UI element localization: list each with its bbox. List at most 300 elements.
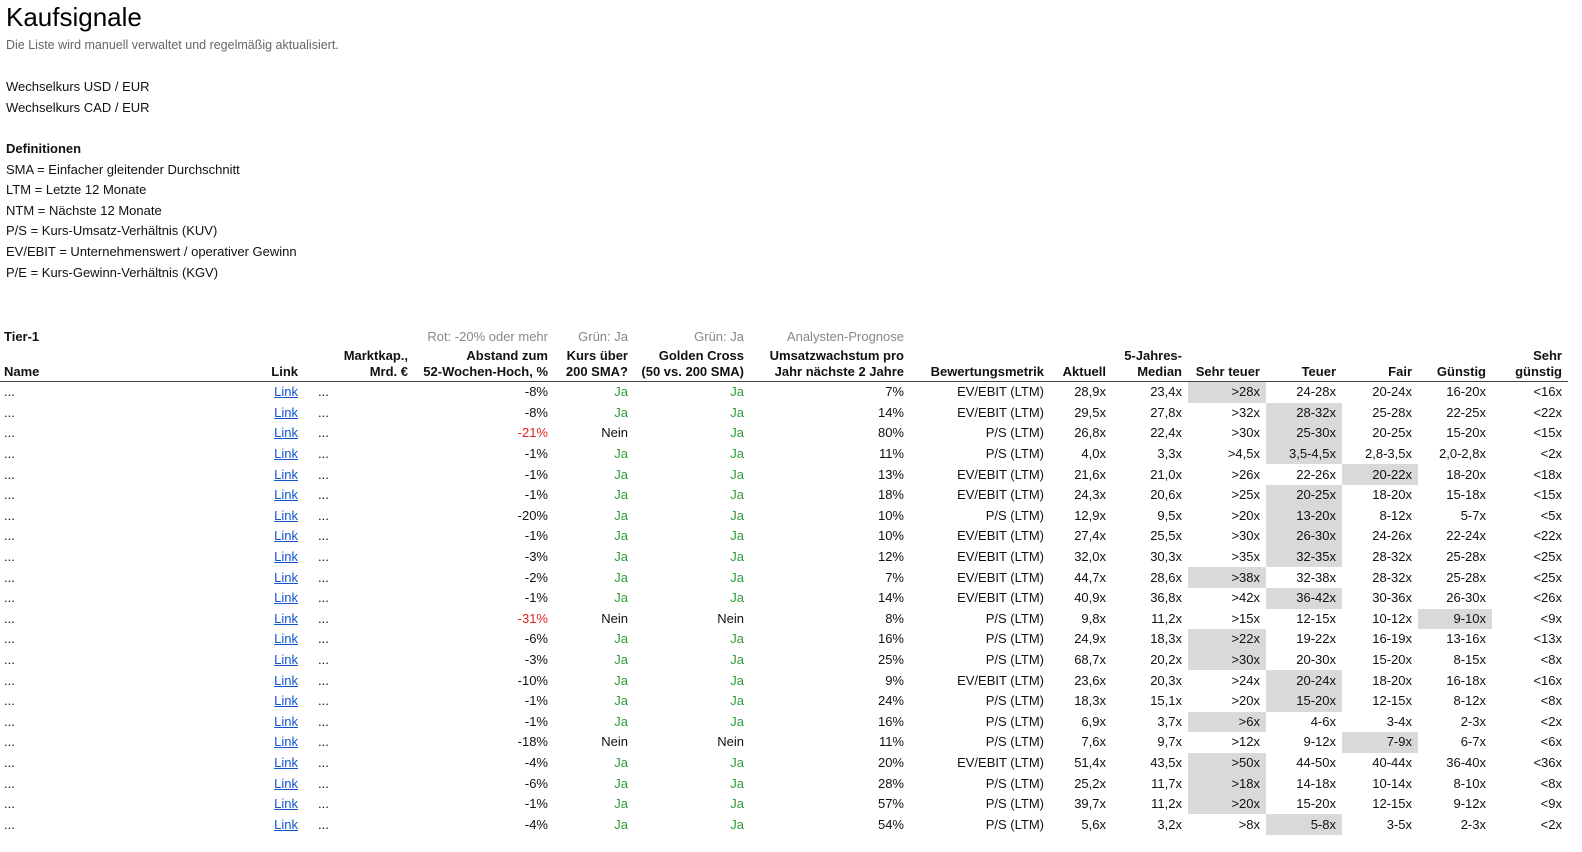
cell-guenstig: 13-16x — [1446, 631, 1486, 647]
cell-bewertungsmetrik: P/S (LTM) — [985, 631, 1044, 647]
cell-guenstig: 18-20x — [1446, 466, 1486, 482]
cell-fair: 12-15x — [1372, 693, 1412, 709]
cell-sehr-teuer: >30x — [1231, 425, 1260, 441]
row-link[interactable]: Link — [274, 446, 298, 462]
row-link[interactable]: Link — [274, 549, 298, 565]
cell-aktuell: 4,0x — [1081, 446, 1106, 462]
cell-umsatzwachstum: 7% — [885, 569, 904, 585]
cell-abstand: -10% — [517, 672, 548, 688]
column-header-guenstig: Günstig — [1418, 344, 1492, 382]
cell-umsatzwachstum: 16% — [877, 713, 904, 729]
cell-bewertungsmetrik: EV/EBIT (LTM) — [957, 384, 1044, 400]
cell-marktkap: ... — [318, 713, 329, 729]
cell-kurs-sma: Ja — [614, 446, 628, 462]
cell-fair: 25-28x — [1372, 404, 1412, 420]
cell-sehr-guenstig: <8x — [1540, 652, 1562, 668]
cell-sehr-guenstig: <22x — [1533, 404, 1562, 420]
cell-kurs-sma: Ja — [614, 528, 628, 544]
page-title: Kaufsignale — [6, 2, 142, 32]
cell-fair: 8-12x — [1379, 507, 1412, 523]
cell-sehr-teuer: >15x — [1231, 610, 1260, 626]
row-link[interactable]: Link — [274, 569, 298, 585]
table-row — [0, 382, 1568, 403]
cell-sehr-guenstig: <8x — [1540, 693, 1562, 709]
cell-aktuell: 25,2x — [1074, 775, 1106, 791]
row-link[interactable]: Link — [274, 816, 298, 832]
cell-kurs-sma: Nein — [601, 425, 628, 441]
row-link[interactable]: Link — [274, 466, 298, 482]
cell-abstand: -6% — [524, 775, 548, 791]
cell-golden-cross: Ja — [730, 528, 744, 544]
table-header-row — [0, 344, 1568, 382]
cell-name: ... — [4, 754, 15, 770]
cell-aktuell: 27,4x — [1074, 528, 1106, 544]
cell-aktuell: 24,9x — [1074, 631, 1106, 647]
cell-kurs-sma: Ja — [614, 713, 628, 729]
cell-bewertungsmetrik: EV/EBIT (LTM) — [957, 466, 1044, 482]
cell-bewertungsmetrik: EV/EBIT (LTM) — [957, 404, 1044, 420]
table-notes-row — [0, 322, 1568, 344]
cell-bewertungsmetrik: EV/EBIT (LTM) — [957, 487, 1044, 503]
table-row — [0, 670, 1568, 691]
column-header-teuer: Teuer — [1266, 344, 1342, 382]
cell-kurs-sma: Ja — [614, 754, 628, 770]
cell-name: ... — [4, 713, 15, 729]
cell-abstand: -1% — [524, 796, 548, 812]
cell-bewertungsmetrik: P/S (LTM) — [985, 446, 1044, 462]
cell-teuer: 36-42x — [1266, 588, 1342, 609]
table-row — [0, 588, 1568, 609]
cell-fair: 12-15x — [1372, 796, 1412, 812]
tier-label: Tier-1 — [4, 329, 40, 344]
cell-median: 22,4x — [1150, 425, 1182, 441]
row-link[interactable]: Link — [274, 796, 298, 812]
cell-aktuell: 40,9x — [1074, 590, 1106, 606]
cell-fair: 30-36x — [1372, 590, 1412, 606]
cell-teuer: 24-28x — [1296, 384, 1336, 400]
cell-marktkap: ... — [318, 384, 329, 400]
cell-golden-cross: Ja — [730, 796, 744, 812]
cell-kurs-sma: Nein — [601, 610, 628, 626]
cell-kurs-sma: Ja — [614, 796, 628, 812]
cell-name: ... — [4, 384, 15, 400]
table-row — [0, 609, 1568, 630]
cell-guenstig: 16-18x — [1446, 672, 1486, 688]
page-subtitle: Die Liste wird manuell verwaltet und regelmäßig aktualisiert. — [6, 38, 339, 52]
cell-link — [230, 794, 304, 815]
definition-item: SMA = Einfacher gleitender Durchschnitt — [6, 162, 240, 177]
cell-abstand: -20% — [517, 507, 548, 523]
table-row — [0, 712, 1568, 733]
cell-sehr-guenstig: <18x — [1533, 466, 1562, 482]
cell-aktuell: 12,9x — [1074, 507, 1106, 523]
cell-golden-cross: Ja — [730, 487, 744, 503]
cell-guenstig: 2,0-2,8x — [1439, 446, 1486, 462]
cell-abstand: -1% — [524, 713, 548, 729]
row-link[interactable]: Link — [274, 693, 298, 709]
cell-median: 9,7x — [1157, 734, 1182, 750]
fx-cad-eur-label: Wechselkurs CAD / EUR — [6, 100, 150, 115]
cell-golden-cross: Ja — [730, 590, 744, 606]
cell-guenstig: 16-20x — [1446, 384, 1486, 400]
cell-marktkap: ... — [318, 569, 329, 585]
cell-golden-cross: Ja — [730, 672, 744, 688]
cell-teuer: 25-30x — [1266, 423, 1342, 444]
cell-bewertungsmetrik: P/S (LTM) — [985, 816, 1044, 832]
cell-median: 21,0x — [1150, 466, 1182, 482]
row-link[interactable]: Link — [274, 384, 298, 400]
cell-fair: 10-14x — [1372, 775, 1412, 791]
cell-fair: 16-19x — [1372, 631, 1412, 647]
cell-fair: 20-22x — [1342, 464, 1418, 485]
cell-guenstig: 8-10x — [1453, 775, 1486, 791]
cell-kurs-sma: Nein — [601, 734, 628, 750]
cell-abstand: -1% — [524, 693, 548, 709]
row-link[interactable]: Link — [274, 652, 298, 668]
cell-teuer: 32-38x — [1296, 569, 1336, 585]
cell-median: 20,2x — [1150, 652, 1182, 668]
cell-link — [230, 464, 304, 485]
cell-sehr-guenstig: <15x — [1533, 487, 1562, 503]
cell-golden-cross: Ja — [730, 446, 744, 462]
note-abstand: Rot: -20% oder mehr — [427, 329, 548, 344]
column-header-fair: Fair — [1342, 344, 1418, 382]
table-row — [0, 650, 1568, 671]
column-header-link: Link — [230, 344, 304, 382]
cell-sehr-guenstig: <6x — [1540, 734, 1562, 750]
note-golden: Grün: Ja — [694, 329, 744, 344]
cell-link — [230, 526, 304, 547]
cell-abstand: -2% — [524, 569, 548, 585]
row-link[interactable]: Link — [274, 528, 298, 544]
column-header-bewertungsmetrik: Bewertungsmetrik — [910, 344, 1050, 382]
cell-bewertungsmetrik: EV/EBIT (LTM) — [957, 549, 1044, 565]
cell-abstand: -6% — [524, 631, 548, 647]
cell-median: 11,7x — [1151, 775, 1182, 791]
cell-aktuell: 51,4x — [1074, 754, 1106, 770]
cell-fair: 28-32x — [1372, 549, 1412, 565]
column-header-median: 5-Jahres- Median — [1112, 344, 1188, 382]
cell-fair: 10-12x — [1372, 610, 1412, 626]
cell-teuer: 32-35x — [1266, 547, 1342, 568]
table-row — [0, 444, 1568, 465]
cell-abstand: -21% — [517, 425, 548, 441]
cell-name: ... — [4, 693, 15, 709]
cell-link — [230, 650, 304, 671]
cell-bewertungsmetrik: P/S (LTM) — [985, 693, 1044, 709]
row-link[interactable]: Link — [274, 404, 298, 420]
cell-teuer: 13-20x — [1266, 506, 1342, 527]
cell-umsatzwachstum: 16% — [877, 631, 904, 647]
row-link[interactable]: Link — [274, 425, 298, 441]
cell-name: ... — [4, 507, 15, 523]
cell-teuer: 9-12x — [1303, 734, 1336, 750]
column-header-golden-cross: Golden Cross (50 vs. 200 SMA) — [634, 344, 750, 382]
cell-link — [230, 753, 304, 774]
cell-guenstig: 22-25x — [1446, 404, 1486, 420]
table-row — [0, 403, 1568, 424]
cell-teuer: 20-30x — [1296, 652, 1336, 668]
cell-marktkap: ... — [318, 610, 329, 626]
cell-kurs-sma: Ja — [614, 384, 628, 400]
cell-name: ... — [4, 404, 15, 420]
cell-marktkap: ... — [318, 816, 329, 832]
row-link[interactable]: Link — [274, 775, 298, 791]
definition-item: NTM = Nächste 12 Monate — [6, 203, 162, 218]
cell-link — [230, 547, 304, 568]
cell-fair: 28-32x — [1372, 569, 1412, 585]
cell-sehr-teuer: >26x — [1231, 466, 1260, 482]
cell-median: 11,2x — [1151, 796, 1182, 812]
cell-link — [230, 403, 304, 424]
cell-bewertungsmetrik: P/S (LTM) — [985, 796, 1044, 812]
cell-link — [230, 773, 304, 794]
cell-bewertungsmetrik: EV/EBIT (LTM) — [957, 590, 1044, 606]
cell-abstand: -1% — [524, 590, 548, 606]
cell-link — [230, 670, 304, 691]
cell-fair: 15-20x — [1372, 652, 1412, 668]
cell-kurs-sma: Ja — [614, 631, 628, 647]
cell-bewertungsmetrik: EV/EBIT (LTM) — [957, 754, 1044, 770]
cell-marktkap: ... — [318, 446, 329, 462]
cell-abstand: -18% — [517, 734, 548, 750]
cell-sehr-teuer: >28x — [1188, 382, 1266, 403]
column-header-umsatzwachstum: Umsatzwachstum pro Jahr nächste 2 Jahre — [750, 344, 910, 382]
cell-sehr-guenstig: <2x — [1540, 713, 1562, 729]
cell-marktkap: ... — [318, 796, 329, 812]
cell-umsatzwachstum: 14% — [877, 590, 904, 606]
cell-marktkap: ... — [318, 507, 329, 523]
cell-golden-cross: Ja — [730, 425, 744, 441]
column-header-aktuell: Aktuell — [1050, 344, 1112, 382]
cell-sehr-guenstig: <26x — [1533, 590, 1562, 606]
table-row — [0, 464, 1568, 485]
cell-median: 30,3x — [1150, 549, 1182, 565]
table-row — [0, 732, 1568, 753]
cell-median: 3,3x — [1157, 446, 1182, 462]
note-kurs: Grün: Ja — [578, 329, 628, 344]
cell-name: ... — [4, 631, 15, 647]
cell-sehr-guenstig: <15x — [1533, 425, 1562, 441]
cell-bewertungsmetrik: P/S (LTM) — [985, 610, 1044, 626]
cell-sehr-guenstig: <22x — [1533, 528, 1562, 544]
cell-golden-cross: Ja — [730, 816, 744, 832]
fx-usd-eur-label: Wechselkurs USD / EUR — [6, 79, 150, 94]
cell-golden-cross: Ja — [730, 549, 744, 565]
cell-umsatzwachstum: 18% — [877, 487, 904, 503]
cell-guenstig: 25-28x — [1446, 569, 1486, 585]
cell-teuer: 14-18x — [1296, 775, 1336, 791]
cell-aktuell: 26,8x — [1074, 425, 1106, 441]
buy-signals-table — [0, 322, 1568, 835]
column-header-abstand: Abstand zum 52-Wochen-Hoch, % — [414, 344, 554, 382]
cell-sehr-guenstig: <2x — [1540, 446, 1562, 462]
row-link[interactable]: Link — [274, 754, 298, 770]
cell-sehr-guenstig: <16x — [1533, 384, 1562, 400]
cell-fair: 18-20x — [1372, 487, 1412, 503]
cell-link — [230, 485, 304, 506]
cell-kurs-sma: Ja — [614, 487, 628, 503]
cell-umsatzwachstum: 54% — [877, 816, 904, 832]
cell-name: ... — [4, 487, 15, 503]
cell-sehr-teuer: >8x — [1238, 816, 1260, 832]
cell-link — [230, 609, 304, 630]
cell-abstand: -1% — [524, 446, 548, 462]
cell-teuer: 15-20x — [1296, 796, 1336, 812]
cell-guenstig: 15-20x — [1446, 425, 1486, 441]
cell-link — [230, 382, 304, 403]
cell-golden-cross: Ja — [730, 384, 744, 400]
row-link[interactable]: Link — [274, 713, 298, 729]
table-row — [0, 506, 1568, 527]
cell-aktuell: 32,0x — [1074, 549, 1106, 565]
cell-name: ... — [4, 775, 15, 791]
table-row — [0, 794, 1568, 815]
cell-aktuell: 39,7x — [1074, 796, 1106, 812]
cell-sehr-teuer: >30x — [1188, 650, 1266, 671]
cell-marktkap: ... — [318, 549, 329, 565]
cell-marktkap: ... — [318, 466, 329, 482]
cell-guenstig: 8-12x — [1453, 693, 1486, 709]
cell-fair: 20-25x — [1372, 425, 1412, 441]
cell-kurs-sma: Ja — [614, 775, 628, 791]
cell-guenstig: 2-3x — [1460, 713, 1486, 729]
row-link[interactable]: Link — [274, 590, 298, 606]
cell-sehr-teuer: >18x — [1188, 773, 1266, 794]
cell-teuer: 28-32x — [1266, 403, 1342, 424]
cell-abstand: -3% — [524, 549, 548, 565]
cell-golden-cross: Ja — [730, 713, 744, 729]
cell-median: 23,4x — [1150, 384, 1182, 400]
cell-umsatzwachstum: 11% — [878, 446, 904, 462]
cell-abstand: -4% — [524, 754, 548, 770]
cell-golden-cross: Ja — [730, 404, 744, 420]
cell-guenstig: 9-10x — [1418, 609, 1492, 630]
cell-umsatzwachstum: 8% — [885, 610, 904, 626]
cell-marktkap: ... — [318, 487, 329, 503]
table-row — [0, 423, 1568, 444]
cell-abstand: -31% — [517, 610, 548, 626]
cell-marktkap: ... — [318, 404, 329, 420]
table-row — [0, 567, 1568, 588]
table-row — [0, 629, 1568, 650]
row-link[interactable]: Link — [274, 631, 298, 647]
cell-fair: 18-20x — [1372, 672, 1412, 688]
cell-guenstig: 25-28x — [1446, 549, 1486, 565]
cell-umsatzwachstum: 14% — [877, 404, 904, 420]
cell-teuer: 4-6x — [1310, 713, 1336, 729]
cell-sehr-teuer: >12x — [1231, 734, 1260, 750]
cell-aktuell: 21,6x — [1074, 466, 1106, 482]
cell-marktkap: ... — [318, 590, 329, 606]
cell-kurs-sma: Ja — [614, 549, 628, 565]
cell-guenstig: 8-15x — [1453, 652, 1486, 668]
cell-fair: 3-5x — [1386, 816, 1412, 832]
cell-sehr-teuer: >42x — [1231, 590, 1260, 606]
cell-teuer: 20-25x — [1266, 485, 1342, 506]
cell-aktuell: 23,6x — [1074, 672, 1106, 688]
cell-link — [230, 444, 304, 465]
cell-kurs-sma: Ja — [614, 652, 628, 668]
cell-bewertungsmetrik: EV/EBIT (LTM) — [957, 672, 1044, 688]
cell-median: 27,8x — [1150, 404, 1182, 420]
cell-sehr-teuer: >24x — [1231, 672, 1260, 688]
cell-teuer: 3,5-4,5x — [1266, 444, 1342, 465]
cell-guenstig: 6-7x — [1460, 734, 1486, 750]
cell-median: 18,3x — [1150, 631, 1182, 647]
cell-sehr-guenstig: <16x — [1533, 672, 1562, 688]
cell-median: 15,1x — [1150, 693, 1182, 709]
cell-sehr-teuer: >4,5x — [1227, 446, 1260, 462]
cell-link — [230, 712, 304, 733]
cell-median: 9,5x — [1157, 507, 1182, 523]
cell-abstand: -8% — [524, 404, 548, 420]
cell-abstand: -1% — [524, 487, 548, 503]
cell-sehr-teuer: >25x — [1231, 487, 1260, 503]
cell-link — [230, 506, 304, 527]
cell-guenstig: 36-40x — [1446, 754, 1486, 770]
cell-fair: 2,8-3,5x — [1365, 446, 1412, 462]
cell-golden-cross: Ja — [730, 775, 744, 791]
cell-umsatzwachstum: 10% — [877, 507, 904, 523]
row-link[interactable]: Link — [274, 507, 298, 523]
row-link[interactable]: Link — [274, 487, 298, 503]
cell-umsatzwachstum: 80% — [877, 425, 904, 441]
cell-umsatzwachstum: 28% — [877, 775, 904, 791]
column-header-sehr-guenstig: Sehr günstig — [1492, 344, 1568, 382]
cell-name: ... — [4, 569, 15, 585]
cell-sehr-teuer: >38x — [1188, 567, 1266, 588]
cell-bewertungsmetrik: P/S (LTM) — [985, 713, 1044, 729]
cell-golden-cross: Ja — [730, 569, 744, 585]
cell-guenstig: 26-30x — [1446, 590, 1486, 606]
cell-aktuell: 24,3x — [1074, 487, 1106, 503]
table-row — [0, 526, 1568, 547]
definition-item: P/E = Kurs-Gewinn-Verhältnis (KGV) — [6, 265, 219, 280]
cell-aktuell: 5,6x — [1081, 816, 1106, 832]
cell-teuer: 5-8x — [1266, 814, 1342, 835]
cell-sehr-guenstig: <8x — [1540, 775, 1562, 791]
cell-fair: 20-24x — [1372, 384, 1412, 400]
cell-marktkap: ... — [318, 775, 329, 791]
cell-fair: 7-9x — [1342, 732, 1418, 753]
cell-marktkap: ... — [318, 754, 329, 770]
cell-name: ... — [4, 425, 15, 441]
row-link[interactable]: Link — [274, 610, 298, 626]
cell-golden-cross: Ja — [730, 693, 744, 709]
cell-golden-cross: Ja — [730, 507, 744, 523]
cell-link — [230, 691, 304, 712]
table-row — [0, 814, 1568, 835]
row-link[interactable]: Link — [274, 734, 298, 750]
cell-aktuell: 7,6x — [1081, 734, 1106, 750]
cell-fair: 40-44x — [1372, 754, 1412, 770]
cell-abstand: -1% — [524, 528, 548, 544]
cell-sehr-teuer: >20x — [1231, 507, 1260, 523]
cell-sehr-teuer: >50x — [1188, 753, 1266, 774]
cell-umsatzwachstum: 12% — [877, 549, 904, 565]
cell-sehr-teuer: >30x — [1231, 528, 1260, 544]
cell-marktkap: ... — [318, 528, 329, 544]
row-link[interactable]: Link — [274, 672, 298, 688]
cell-kurs-sma: Ja — [614, 693, 628, 709]
cell-kurs-sma: Ja — [614, 816, 628, 832]
cell-sehr-teuer: >35x — [1231, 549, 1260, 565]
cell-umsatzwachstum: 24% — [877, 693, 904, 709]
definition-item: EV/EBIT = Unternehmenswert / operativer Gewinn — [6, 244, 297, 259]
cell-bewertungsmetrik: P/S (LTM) — [985, 734, 1044, 750]
cell-bewertungsmetrik: EV/EBIT (LTM) — [957, 528, 1044, 544]
